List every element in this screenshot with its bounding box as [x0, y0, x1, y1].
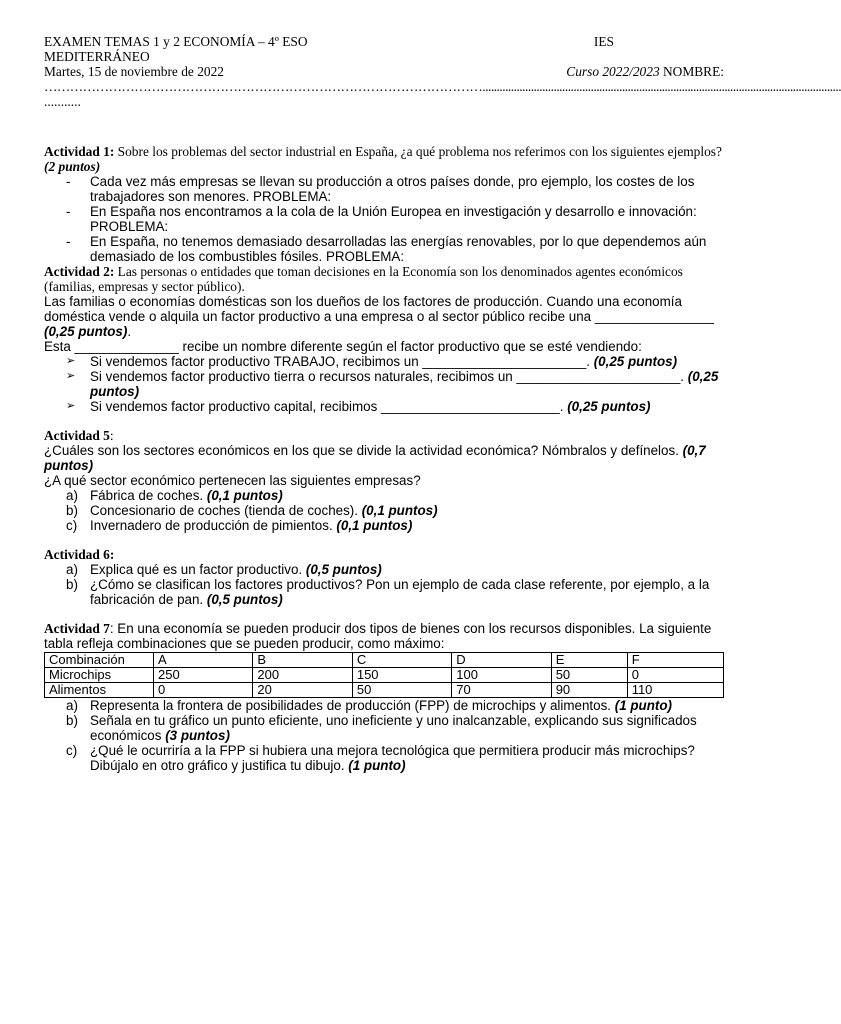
- table-row: [45, 653, 724, 668]
- activity-1-points: (2 puntos): [44, 159, 101, 174]
- table-cell: 100: [452, 668, 551, 683]
- table-cell: 20: [253, 683, 352, 698]
- table-cell: C: [352, 653, 451, 668]
- table-cell: 0: [154, 683, 253, 698]
- activity-5-label: Actividad 5: [44, 428, 110, 443]
- table-row: [45, 668, 724, 683]
- item-text: Si vendemos factor productivo tierra o recursos naturales, recibimos un ______________________.: [90, 369, 688, 384]
- activity-7: [44, 621, 724, 773]
- item-marker: a): [66, 562, 78, 577]
- list-item: [66, 698, 724, 713]
- table-cell: 50: [352, 683, 451, 698]
- table-cell: E: [551, 653, 627, 668]
- table-cell: A: [154, 653, 253, 668]
- table-row: [45, 683, 724, 698]
- item-marker: b): [66, 503, 78, 518]
- item-points: (0,1 puntos): [206, 488, 283, 503]
- activity-5-question-1: ¿Cuáles son los sectores económicos en los que se divide la actividad económica? Nómbralos y defínelos.: [44, 443, 683, 458]
- list-item: [66, 562, 724, 577]
- table-cell: 110: [627, 683, 723, 698]
- item-points: (0,1 puntos): [336, 518, 413, 533]
- table-cell: Combinación: [45, 653, 154, 668]
- table-cell: 90: [551, 683, 627, 698]
- activity-7-list: [44, 698, 724, 773]
- list-item: [66, 518, 724, 533]
- list-item: [66, 713, 724, 743]
- name-dotted-line: …………………………………………………………………………………………..............................................................................................................................: [44, 79, 841, 94]
- activity-6: [44, 547, 724, 607]
- item-text: Si vendemos factor productivo capital, recibimos ________________________.: [90, 399, 568, 414]
- table-cell: 0: [627, 668, 723, 683]
- list-item: - En España nos encontramos a la cola de la Unión Europea en investigación y desarrollo e innovación: PROBLEMA:: [66, 204, 724, 234]
- item-text: Fábrica de coches.: [90, 488, 207, 503]
- table-cell: 200: [253, 668, 352, 683]
- activity-5-list: [44, 488, 724, 533]
- table-cell: Alimentos: [45, 683, 154, 698]
- list-item: [66, 369, 724, 399]
- list-item: [66, 743, 724, 773]
- item-marker: c): [66, 518, 78, 533]
- activity-7-label: Actividad 7: [44, 621, 110, 636]
- production-table: [44, 652, 724, 698]
- activity-6-label: Actividad 6:: [44, 547, 115, 562]
- activity-2-paragraph: Las familias o economías domésticas son los dueños de los factores de producción. Cuando una economía doméstica vende o alquila un factor productivo a una empresa o al sector público recibe una ________________: [44, 294, 714, 324]
- item-text: ¿Cómo se clasifican los factores productivos? Pon un ejemplo de cada clase referente, por ejemplo, a la fabricación de pan.: [90, 577, 710, 607]
- exam-title: EXAMEN TEMAS 1 y 2 ECONOMÍA – 4º ESO: [44, 34, 308, 49]
- activity-7-text: : En una economía se pueden producir dos tipos de bienes con los recursos disponibles. La siguiente tabla refleja combinaciones que se pueden producir, como máximo:: [44, 621, 712, 651]
- item-points: (0,1 puntos): [361, 503, 438, 518]
- list-item: - En España, no tenemos demasiado desarrolladas las energías renovables, por lo que dependemos aún demasiado de los combustibles fósiles. PROBLEMA:: [66, 234, 724, 264]
- item-text: ¿Qué le ocurriría a la FPP si hubiera una mejora tecnológica que permitiera producir más microchips? Dibújalo en otro gráfico y justifica tu dibujo.: [90, 743, 695, 773]
- name-label: NOMBRE:: [659, 64, 724, 79]
- activity-5-question-2: ¿A qué sector económico pertenecen las siguientes empresas?: [44, 473, 421, 488]
- table-cell: 250: [154, 668, 253, 683]
- item-points: (0,25 puntos): [567, 399, 651, 414]
- activity-1-label: Actividad 1:: [44, 144, 115, 159]
- activity-2-label: Actividad 2:: [44, 264, 115, 279]
- table-cell: Microchips: [45, 668, 154, 683]
- table-cell: F: [627, 653, 723, 668]
- school-name: MEDITERRÁNEO: [44, 49, 150, 64]
- exam-date: Martes, 15 de noviembre de 2022: [44, 64, 224, 79]
- table-cell: D: [452, 653, 551, 668]
- item-marker: b): [66, 713, 78, 728]
- activity-2: [44, 264, 724, 414]
- table-cell: 50: [551, 668, 627, 683]
- item-text: Concesionario de coches (tienda de coches).: [90, 503, 362, 518]
- item-points: (0,5 puntos): [305, 562, 382, 577]
- item-points: (0,25 puntos): [90, 369, 719, 399]
- item-marker: c): [66, 743, 78, 758]
- list-item: [66, 488, 724, 503]
- activity-5-question-1-points: (0,7 puntos): [44, 443, 706, 473]
- activity-2-list: [44, 354, 724, 414]
- item-points: (0,25 puntos): [593, 354, 678, 369]
- item-points: (3 puntos): [165, 728, 230, 743]
- activity-5: [44, 428, 724, 533]
- item-text: Representa la frontera de posibilidades de producción (FPP) de microchips y alimentos.: [90, 698, 615, 713]
- activity-1-text: Sobre los problemas del sector industrial en España, ¿a qué problema nos referimos con los siguientes ejemplos?: [114, 144, 722, 159]
- item-points: (1 punto): [614, 698, 672, 713]
- item-text: Explica qué es un factor productivo.: [90, 562, 306, 577]
- table-cell: 150: [352, 668, 451, 683]
- period: .: [127, 324, 132, 339]
- list-item: [66, 399, 724, 414]
- list-item: [66, 503, 724, 518]
- table-cell: 70: [452, 683, 551, 698]
- item-marker: b): [66, 577, 78, 592]
- school-prefix: IES: [593, 34, 614, 49]
- item-marker: a): [66, 488, 78, 503]
- item-text: Invernadero de producción de pimientos.: [90, 518, 337, 533]
- item-marker: a): [66, 698, 78, 713]
- item-text: Si vendemos factor productivo TRABAJO, recibimos un ______________________.: [90, 354, 594, 369]
- activity-2-paragraph-points: (0,25 puntos): [44, 324, 128, 339]
- activity-2-text: Las personas o entidades que toman decisiones en la Economía son los denominados agentes económicos (familias, empresas y sector público).: [44, 264, 683, 294]
- name-dotted-line-2: ...........: [44, 94, 81, 109]
- colon: :: [109, 428, 114, 443]
- course-name-line: [566, 64, 724, 79]
- item-text: Señala en tu gráfico un punto eficiente, uno ineficiente y uno inalcanzable, explicando sus significados económicos: [90, 713, 697, 743]
- list-item: [66, 577, 724, 607]
- list-item: - Cada vez más empresas se llevan su producción a otros países donde, pro ejemplo, los costes de los trabajadores son menores. PROBLEMA:: [66, 174, 724, 204]
- activity-1-list: [44, 174, 724, 264]
- course-label: Curso 2022/2023: [566, 64, 660, 79]
- item-points: (1 punto): [348, 758, 406, 773]
- activity-6-list: [44, 562, 724, 607]
- table-cell: B: [253, 653, 352, 668]
- activity-1: [44, 144, 724, 264]
- activity-2-line2: Esta ______________ recibe un nombre diferente según el factor productivo que se esté vendiendo:: [44, 339, 642, 354]
- exam-header: [44, 34, 841, 109]
- item-points: (0,5 puntos): [206, 592, 283, 607]
- list-item: [66, 354, 724, 369]
